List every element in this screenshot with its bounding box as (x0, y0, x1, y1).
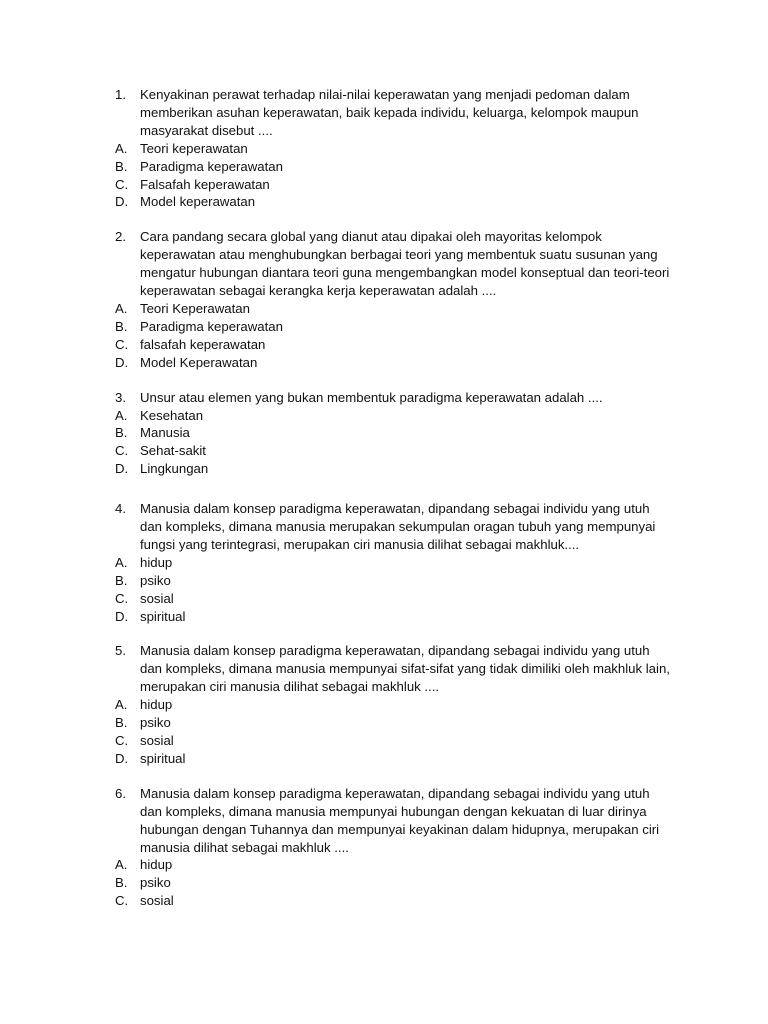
option-label: C. (115, 443, 129, 459)
option-label: A. (115, 300, 128, 316)
option-text: Falsafah keperawatan (140, 176, 270, 192)
option-label: D. (115, 354, 129, 370)
option-c (115, 336, 675, 354)
option-text: psiko (140, 875, 171, 891)
option-label: A. (115, 407, 128, 423)
option-text: hidup (140, 697, 173, 713)
option-c (115, 176, 675, 194)
option-label: D. (115, 750, 129, 766)
question-text: Manusia dalam konsep paradigma keperawatan, dipandang sebagai individu yang utuh dan kompleks, dimana manusia merupakan sekumpulan oragan tubuh yang mempunyai fungsi yang terintegrasi, merupakan ciri manusia dilihat sebagai makhluk.... (140, 501, 656, 552)
option-c (115, 892, 675, 910)
option-a (115, 554, 675, 572)
option-b (115, 714, 675, 732)
option-text: spiritual (140, 608, 186, 624)
question-5 (115, 642, 675, 696)
option-text: Paradigma keperawatan (140, 318, 283, 334)
option-d (115, 354, 675, 372)
option-text: Model Keperawatan (140, 354, 258, 370)
option-label: D. (115, 194, 129, 210)
option-a (115, 140, 675, 158)
option-label: C. (115, 893, 129, 909)
option-text: Paradigma keperawatan (140, 158, 283, 174)
question-number: 2. (115, 229, 126, 245)
option-label: C. (115, 176, 129, 192)
question-block-2 (115, 228, 675, 371)
question-text: Manusia dalam konsep paradigma keperawatan, dipandang sebagai individu yang utuh dan kompleks, dimana manusia mempunyai hubungan dengan kekuatan di luar dirinya hubungan dengan Tuhannya dan mempunyai keyakinan dalam hidupnya, merupakan ciri manusia dilihat sebagai makhluk .... (140, 785, 660, 855)
option-b (115, 874, 675, 892)
option-text: spiritual (140, 750, 186, 766)
question-text: Kenyakinan perawat terhadap nilai-nilai keperawatan yang menjadi pedoman dalam memberikan asuhan keperawatan, baik kepada individu, keluarga, kelompok maupun masyarakat disebut .... (140, 87, 639, 138)
option-text: falsafah keperawatan (140, 336, 266, 352)
option-a (115, 407, 675, 425)
option-d (115, 750, 675, 768)
option-a (115, 300, 675, 318)
question-block-1 (115, 86, 675, 211)
option-label: B. (115, 425, 128, 441)
option-text: psiko (140, 572, 171, 588)
option-c (115, 442, 675, 460)
question-text: Manusia dalam konsep paradigma keperawatan, dipandang sebagai individu yang utuh dan kompleks, dimana manusia mempunyai sifat-sifat yang tidak dimiliki oleh makhluk lain, merupakan ciri manusia dilihat sebagai makhluk .... (140, 643, 670, 695)
option-text: Kesehatan (140, 407, 204, 423)
option-label: C. (115, 590, 129, 606)
option-label: B. (115, 158, 128, 174)
option-text: sosial (140, 590, 174, 606)
question-number: 3. (115, 389, 126, 405)
option-text: hidup (140, 857, 173, 873)
option-label: D. (115, 461, 129, 477)
option-b (115, 158, 675, 176)
option-text: Manusia (140, 425, 190, 441)
option-b (115, 572, 675, 590)
option-label: C. (115, 733, 129, 748)
option-text: Teori keperawatan (140, 140, 248, 156)
option-label: B. (115, 715, 128, 731)
option-d (115, 608, 675, 626)
question-text: Cara pandang secara global yang dianut atau dipakai oleh mayoritas kelompok keperawatan atau menghubungkan berbagai teori yang membentuk suatu susunan yang mengatur hubungan diantara teori guna mengembangkan model konseptual dan teori-teori keperawatan sebagai kerangka kerja keperawatan adalah .... (140, 229, 670, 299)
question-number: 5. (115, 643, 126, 659)
option-text: psiko (140, 715, 171, 731)
option-label: A. (115, 697, 128, 713)
option-text: Sehat-sakit (140, 443, 206, 459)
option-label: C. (115, 336, 129, 352)
option-text: sosial (140, 893, 174, 909)
question-number: 6. (115, 785, 126, 801)
question-block-4 (115, 500, 675, 625)
question-block-5 (115, 642, 675, 767)
option-label: B. (115, 318, 128, 334)
question-6 (115, 785, 675, 857)
option-text: Model keperawatan (140, 194, 256, 210)
option-label: A. (115, 140, 128, 156)
question-block-6 (115, 785, 675, 910)
question-3 (115, 389, 675, 407)
option-text: hidup (140, 554, 173, 570)
option-a (115, 696, 675, 714)
option-label: B. (115, 875, 128, 891)
question-block-3 (115, 389, 675, 479)
question-4 (115, 500, 675, 554)
option-c (115, 590, 675, 608)
option-label: A. (115, 554, 128, 570)
question-number: 1. (115, 87, 126, 102)
option-d (115, 193, 675, 211)
option-text: sosial (140, 733, 174, 748)
option-b (115, 318, 675, 336)
option-a (115, 856, 675, 874)
option-text: Teori Keperawatan (140, 300, 250, 316)
question-1 (115, 86, 675, 140)
option-text: Lingkungan (140, 461, 209, 477)
option-label: B. (115, 572, 128, 588)
option-c (115, 732, 675, 750)
question-number: 4. (115, 501, 126, 517)
option-label: D. (115, 608, 129, 624)
option-b (115, 424, 675, 442)
question-list (115, 86, 675, 927)
option-d (115, 460, 675, 478)
question-text: Unsur atau elemen yang bukan membentuk paradigma keperawatan adalah .... (140, 389, 603, 405)
question-2 (115, 228, 675, 300)
option-label: A. (115, 857, 128, 873)
